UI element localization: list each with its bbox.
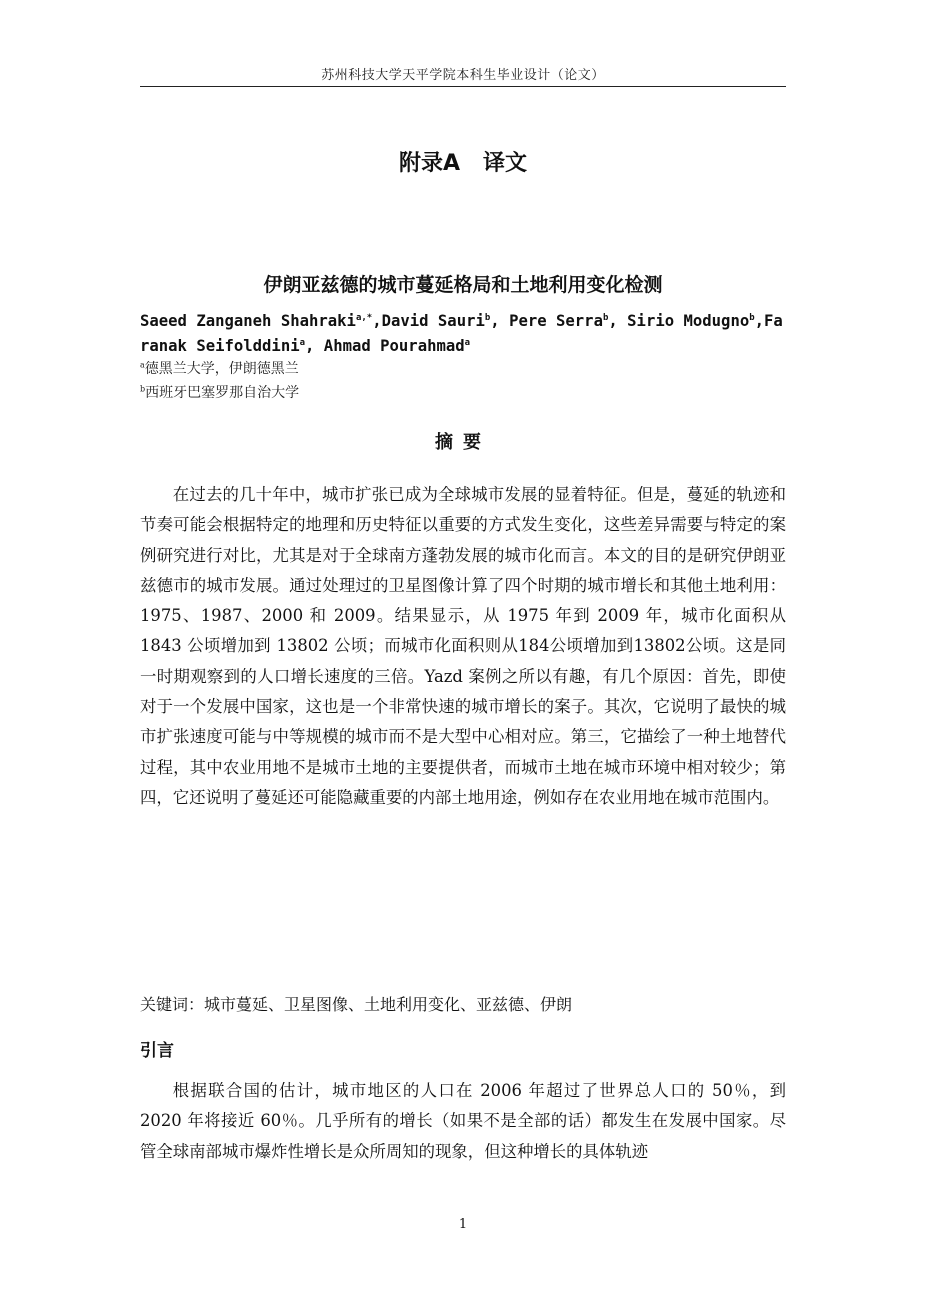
header-rule — [140, 86, 786, 87]
affiliation-text: 德黑兰大学，伊朗德黑兰 — [144, 361, 299, 377]
keywords: 关键词：城市蔓延、卫星图像、土地利用变化、亚兹德、伊朗 — [140, 995, 573, 1014]
author-name: ,Fa — [754, 312, 783, 330]
author-name: , Sirio Modugno — [608, 312, 750, 330]
author-affil-mark: a — [464, 337, 471, 348]
author-name: Saeed Zanganeh Shahraki — [140, 312, 356, 330]
author-affil-mark: b — [749, 312, 755, 323]
intro-paragraph: 根据联合国的估计，城市地区的人口在 2006 年超过了世界总人口的 50％，到 2020 年将接近 60％。几乎所有的增长（如果不是全部的话）都发生在发展中国家。尽管全球南部城市爆炸性增长是众所周知的现象，但这种增长的具体轨迹 — [140, 1081, 786, 1161]
intro-heading: 引言 — [140, 1041, 174, 1061]
author-line-2 — [140, 334, 800, 359]
affiliation-text: 西班牙巴塞罗那自治大学 — [145, 385, 300, 401]
author-name: ranak Seifolddini — [140, 337, 300, 355]
author-affil-mark: a,* — [355, 312, 373, 323]
page-number: 1 — [458, 1217, 468, 1232]
author-name: ,David Sauri — [372, 312, 485, 330]
author-line-1 — [140, 309, 800, 334]
affiliation-a — [140, 358, 786, 378]
abstract-paragraph: 在过去的几十年中，城市扩张已成为全球城市发展的显着特征。但是，蔓延的轨迹和节奏可能会根据特定的地理和历史特征以重要的方式发生变化，这些差异需要与特定的案例研究进行对比，尤其是对于全球南方蓬勃发展的城市化而言。本文的目的是研究伊朗亚兹德市的城市发展。通过处理过的卫星图像计算了四个时期的城市增长和其他土地利用：1975、1987、2000 和 2009。结果显示，从 1975 年到 2009 年，城市化面积从 1843 公顷增加到 13802 公顷；而城市化面积则从184公顷增加到13802公顷。这是同一时期观察到的人口增长速度的三倍。Yazd 案例之所以有趣，有几个原因：首先，即使对于一个发展中国家，这也是一个非常快速的城市增长的案子。其次，它说明了最快的城市扩张速度可能与中等规模的城市而不是大型中心相对应。第三，它描绘了一种土地替代过程，其中农业用地不是城市土地的主要提供者，而城市土地在城市环境中相对较少；第四，它还说明了蔓延还可能隐藏重要的内部土地用途，例如存在农业用地在城市范围内。 — [140, 485, 786, 807]
author-affil-mark: b — [602, 312, 609, 323]
affiliation-b — [140, 382, 786, 402]
paper-title: 伊朗亚兹德的城市蔓延格局和土地利用变化检测 — [263, 274, 663, 296]
author-affil-mark: a — [299, 337, 306, 348]
author-affil-mark: b — [484, 312, 491, 323]
affiliation-mark: a — [140, 360, 145, 370]
author-name: , Ahmad Pourahmad — [305, 337, 465, 355]
affiliation-mark: b — [140, 384, 146, 394]
appendix-title: 附录A 译文 — [398, 151, 527, 176]
abstract-heading: 摘要 — [435, 432, 491, 453]
running-header: 苏州科技大学天平学院本科生毕业设计（论文） — [321, 68, 605, 83]
author-name: , Pere Serra — [490, 312, 603, 330]
author-list — [140, 309, 800, 359]
